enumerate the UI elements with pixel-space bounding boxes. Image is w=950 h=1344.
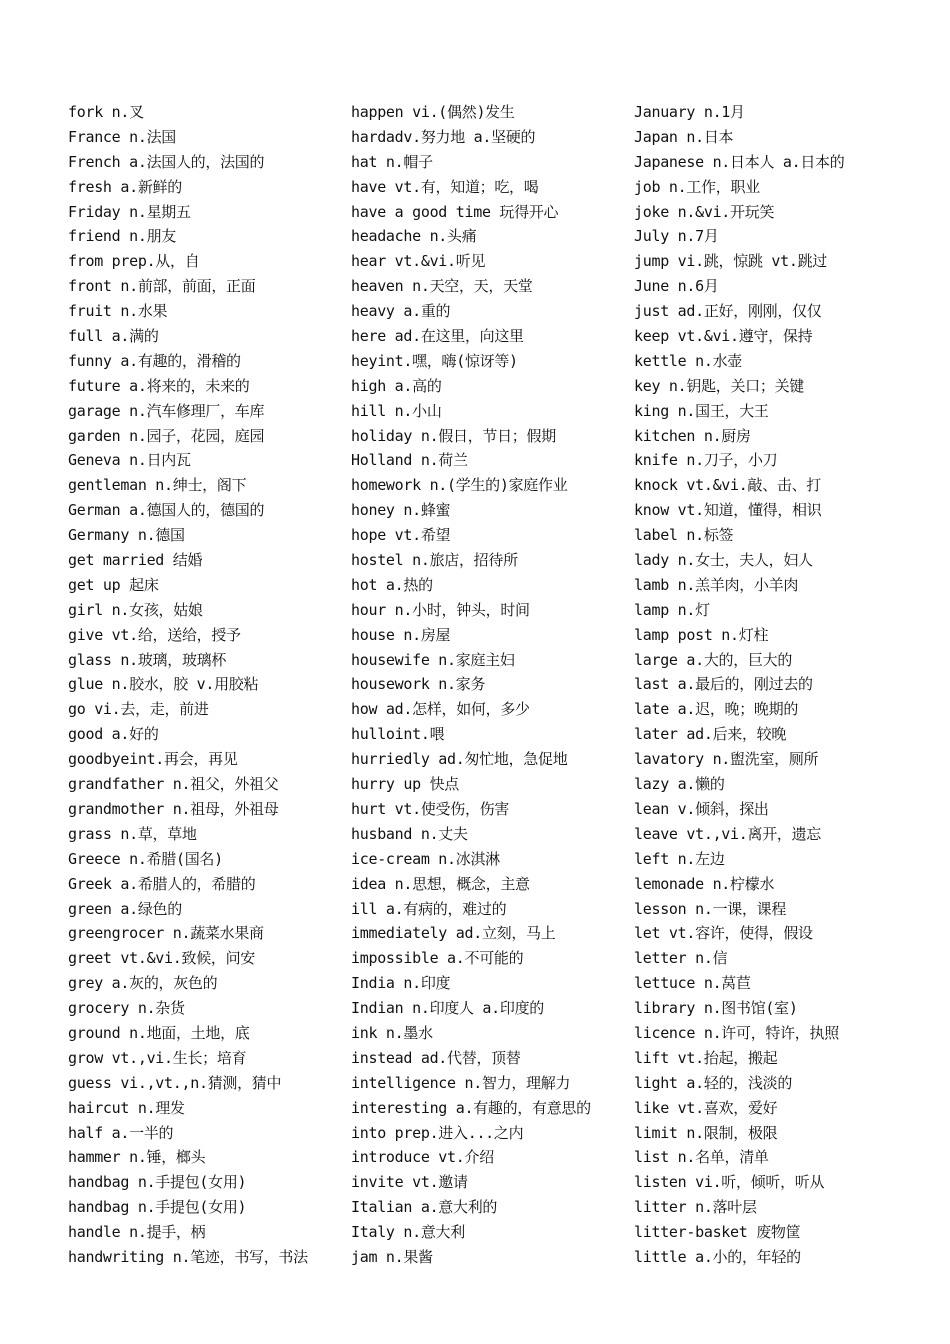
vocabulary-entry: lift vt.抬起，搬起 bbox=[634, 1048, 778, 1067]
vocabulary-entry: impossible a.不可能的 bbox=[351, 949, 524, 968]
vocabulary-entry: house n.房屋 bbox=[351, 625, 451, 644]
vocabulary-entry: go vi.去，走，前进 bbox=[68, 700, 209, 719]
vocabulary-column-1 bbox=[68, 100, 343, 1270]
vocabulary-entry: future a.将来的，未来的 bbox=[68, 376, 250, 395]
vocabulary-entry: label n.标签 bbox=[634, 526, 734, 545]
vocabulary-column-3 bbox=[634, 100, 934, 1270]
vocabulary-entry: hope vt.希望 bbox=[351, 526, 451, 545]
vocabulary-entry: leave vt.,vi.离开，遗忘 bbox=[634, 824, 822, 843]
vocabulary-entry: light a.轻的，浅淡的 bbox=[634, 1073, 793, 1092]
vocabulary-entry: hot a.热的 bbox=[351, 575, 433, 594]
vocabulary-entry: litter-basket 废物筐 bbox=[634, 1223, 801, 1242]
vocabulary-entry: ink n.墨水 bbox=[351, 1023, 433, 1042]
vocabulary-entry: headache n.头痛 bbox=[351, 227, 477, 246]
vocabulary-entry: into prep.进入...之内 bbox=[351, 1123, 524, 1142]
vocabulary-entry: licence n.许可，特许，执照 bbox=[634, 1023, 839, 1042]
vocabulary-entry: grocery n.杂货 bbox=[68, 999, 185, 1018]
vocabulary-entry: friend n.朋友 bbox=[68, 227, 176, 246]
vocabulary-entry: funny a.有趣的，滑稽的 bbox=[68, 351, 241, 370]
vocabulary-entry: hear vt.&vi.听见 bbox=[351, 252, 486, 271]
vocabulary-entry: lavatory n.盥洗室，厕所 bbox=[634, 750, 819, 769]
vocabulary-entry: good a.好的 bbox=[68, 725, 159, 744]
vocabulary-entry: hammer n.锤，榔头 bbox=[68, 1148, 206, 1167]
vocabulary-entry: greet vt.&vi.致候，问安 bbox=[68, 949, 256, 968]
vocabulary-entry: fruit n.水果 bbox=[68, 302, 168, 321]
vocabulary-entry: lesson n.一课，课程 bbox=[634, 899, 787, 918]
vocabulary-entry: green a.绿色的 bbox=[68, 899, 182, 918]
vocabulary-entry: lettuce n.莴苣 bbox=[634, 974, 751, 993]
vocabulary-entry: joke n.&vi.开玩笑 bbox=[634, 202, 775, 221]
vocabulary-entry: fresh a.新鲜的 bbox=[68, 177, 182, 196]
vocabulary-entry: ice-cream n.冰淇淋 bbox=[351, 849, 500, 868]
vocabulary-entry: high a.高的 bbox=[351, 376, 442, 395]
vocabulary-entry: lemonade n.柠檬水 bbox=[634, 874, 775, 893]
vocabulary-entry: lamb n.羔羊肉，小羊肉 bbox=[634, 575, 799, 594]
vocabulary-entry: German a.德国人的，德国的 bbox=[68, 501, 265, 520]
vocabulary-entry: limit n.限制，极限 bbox=[634, 1123, 778, 1142]
vocabulary-entry: handbag n.手提包(女用) bbox=[68, 1173, 247, 1192]
vocabulary-entry: June n.6月 bbox=[634, 277, 719, 296]
vocabulary-entry: just ad.正好，刚刚，仅仅 bbox=[634, 302, 822, 321]
vocabulary-entry: India n.印度 bbox=[351, 974, 451, 993]
vocabulary-entry: ill a.有病的，难过的 bbox=[351, 899, 507, 918]
vocabulary-entry: grey a.灰的，灰色的 bbox=[68, 974, 218, 993]
vocabulary-entry: gentleman n.绅士，阁下 bbox=[68, 476, 247, 495]
vocabulary-entry: litter n.落叶层 bbox=[634, 1198, 757, 1217]
vocabulary-entry: job n.工作，职业 bbox=[634, 177, 760, 196]
vocabulary-entry: lady n.女士，夫人，妇人 bbox=[634, 551, 813, 570]
vocabulary-entry: husband n.丈夫 bbox=[351, 824, 468, 843]
vocabulary-entry: lazy a.懒的 bbox=[634, 775, 725, 794]
vocabulary-entry: left n.左边 bbox=[634, 849, 725, 868]
vocabulary-entry: hurry up 快点 bbox=[351, 775, 459, 794]
vocabulary-entry: key n.钥匙，关口；关键 bbox=[634, 376, 804, 395]
vocabulary-entry: have vt.有，知道；吃，喝 bbox=[351, 177, 539, 196]
vocabulary-entry: hulloint.喂 bbox=[351, 725, 445, 744]
vocabulary-entry: happen vi.(偶然)发生 bbox=[351, 103, 515, 121]
vocabulary-entry: hostel n.旅店，招待所 bbox=[351, 551, 518, 570]
vocabulary-entry: king n.国王，大王 bbox=[634, 401, 769, 420]
vocabulary-entry: kettle n.水壶 bbox=[634, 351, 742, 370]
vocabulary-entry: hill n.小山 bbox=[351, 401, 442, 420]
vocabulary-entry: Indian n.印度人 a.印度的 bbox=[351, 999, 544, 1018]
vocabulary-entry: knock vt.&vi.敲、击、打 bbox=[634, 476, 822, 495]
vocabulary-entry: get married 结婚 bbox=[68, 551, 203, 570]
vocabulary-entry: January n.1月 bbox=[634, 103, 745, 121]
vocabulary-entry: invite vt.邀请 bbox=[351, 1173, 468, 1192]
vocabulary-entry: let vt.容许，使得，假设 bbox=[634, 924, 813, 943]
vocabulary-entry: housewife n.家庭主妇 bbox=[351, 650, 515, 669]
vocabulary-entry: Friday n.星期五 bbox=[68, 202, 191, 221]
vocabulary-entry: kitchen n.厨房 bbox=[634, 426, 751, 445]
vocabulary-entry: give vt.给，送给，授予 bbox=[68, 625, 241, 644]
vocabulary-entry: fork n.叉 bbox=[68, 103, 144, 121]
vocabulary-entry: Greece n.希腊(国名) bbox=[68, 849, 223, 868]
vocabulary-entry: how ad.怎样，如何，多少 bbox=[351, 700, 530, 719]
vocabulary-entry: letter n.信 bbox=[634, 949, 728, 968]
vocabulary-entry: instead ad.代替，顶替 bbox=[351, 1048, 521, 1067]
vocabulary-entry: heavy a.重的 bbox=[351, 302, 451, 321]
vocabulary-entry: heyint.嘿，嗨(惊讶等) bbox=[351, 351, 518, 370]
vocabulary-entry: intelligence n.智力，理解力 bbox=[351, 1073, 571, 1092]
vocabulary-entry: handbag n.手提包(女用) bbox=[68, 1198, 247, 1217]
vocabulary-entry: list n.名单，清单 bbox=[634, 1148, 769, 1167]
vocabulary-entry: last a.最后的，刚过去的 bbox=[634, 675, 813, 694]
vocabulary-entry: listen vi.听，倾听，听从 bbox=[634, 1173, 825, 1192]
vocabulary-entry: immediately ad.立刻，马上 bbox=[351, 924, 556, 943]
vocabulary-entry: hour n.小时，钟头，时间 bbox=[351, 600, 530, 619]
vocabulary-entry: get up 起床 bbox=[68, 575, 159, 594]
vocabulary-entry: Italy n.意大利 bbox=[351, 1223, 465, 1242]
vocabulary-entry: grass n.草，草地 bbox=[68, 824, 197, 843]
vocabulary-entry: front n.前部，前面，正面 bbox=[68, 277, 256, 296]
vocabulary-entry: glue n.胶水，胶 v.用胶粘 bbox=[68, 675, 259, 694]
vocabulary-entry: July n.7月 bbox=[634, 227, 719, 246]
vocabulary-entry: like vt.喜欢，爱好 bbox=[634, 1098, 778, 1117]
vocabulary-entry: Holland n.荷兰 bbox=[351, 451, 468, 470]
vocabulary-entry: ground n.地面，土地，底 bbox=[68, 1023, 250, 1042]
vocabulary-entry: grow vt.,vi.生长；培育 bbox=[68, 1048, 247, 1067]
vocabulary-entry: have a good time 玩得开心 bbox=[351, 202, 559, 221]
vocabulary-entry: lean v.倾斜，探出 bbox=[634, 799, 769, 818]
vocabulary-entry: knife n.刀子，小刀 bbox=[634, 451, 778, 470]
vocabulary-entry: Japanese n.日本人 a.日本的 bbox=[634, 152, 845, 171]
vocabulary-entry: grandfather n.祖父，外祖父 bbox=[68, 775, 279, 794]
vocabulary-entry: jump vi.跳，惊跳 vt.跳过 bbox=[634, 252, 827, 271]
vocabulary-entry: Geneva n.日内瓦 bbox=[68, 451, 191, 470]
vocabulary-entry: guess vi.,vt.,n.猜测，猜中 bbox=[68, 1073, 282, 1092]
vocabulary-entry: glass n.玻璃，玻璃杯 bbox=[68, 650, 227, 669]
vocabulary-entry: housework n.家务 bbox=[351, 675, 486, 694]
vocabulary-entry: here ad.在这里，向这里 bbox=[351, 327, 524, 346]
vocabulary-entry: introduce vt.介绍 bbox=[351, 1148, 494, 1167]
vocabulary-entry: hardadv.努力地 a.坚硬的 bbox=[351, 127, 536, 146]
vocabulary-entry: hurt vt.使受伤，伤害 bbox=[351, 799, 510, 818]
vocabulary-entry: library n.图书馆(室) bbox=[634, 999, 798, 1018]
vocabulary-entry: lamp post n.灯柱 bbox=[634, 625, 769, 644]
vocabulary-entry: honey n.蜂蜜 bbox=[351, 501, 451, 520]
vocabulary-column-2 bbox=[351, 100, 626, 1270]
vocabulary-entry: idea n.思想，概念，主意 bbox=[351, 874, 530, 893]
vocabulary-entry: holiday n.假日，节日；假期 bbox=[351, 426, 556, 445]
vocabulary-entry: full a.满的 bbox=[68, 327, 159, 346]
vocabulary-entry: garden n.园子，花园，庭园 bbox=[68, 426, 265, 445]
vocabulary-entry: little a.小的，年轻的 bbox=[634, 1247, 801, 1266]
vocabulary-entry: Japan n.日本 bbox=[634, 127, 734, 146]
vocabulary-entry: hat n.帽子 bbox=[351, 152, 433, 171]
vocabulary-entry: later ad.后来，较晚 bbox=[634, 725, 787, 744]
vocabulary-entry: Greek a.希腊人的，希腊的 bbox=[68, 874, 256, 893]
vocabulary-entry: France n.法国 bbox=[68, 127, 176, 146]
vocabulary-entry: interesting a.有趣的，有意思的 bbox=[351, 1098, 591, 1117]
vocabulary-entry: greengrocer n.蔬菜水果商 bbox=[68, 924, 264, 943]
vocabulary-entry: jam n.果酱 bbox=[351, 1247, 433, 1266]
vocabulary-entry: late a.迟，晚；晚期的 bbox=[634, 700, 799, 719]
vocabulary-entry: Germany n.德国 bbox=[68, 526, 185, 545]
vocabulary-entry: goodbyeint.再会，再见 bbox=[68, 750, 238, 769]
vocabulary-entry: hurriedly ad.匆忙地，急促地 bbox=[351, 750, 568, 769]
vocabulary-entry: large a.大的，巨大的 bbox=[634, 650, 793, 669]
vocabulary-entry: handle n.提手，柄 bbox=[68, 1223, 206, 1242]
vocabulary-entry: garage n.汽车修理厂，车库 bbox=[68, 401, 265, 420]
vocabulary-entry: half a.一半的 bbox=[68, 1123, 174, 1142]
vocabulary-entry: keep vt.&vi.遵守，保持 bbox=[634, 327, 813, 346]
vocabulary-entry: grandmother n.祖母，外祖母 bbox=[68, 799, 279, 818]
vocabulary-entry: Italian a.意大利的 bbox=[351, 1198, 498, 1217]
vocabulary-entry: from prep.从，自 bbox=[68, 252, 200, 271]
vocabulary-entry: heaven n.天空，天，天堂 bbox=[351, 277, 533, 296]
vocabulary-entry: homework n.(学生的)家庭作业 bbox=[351, 476, 568, 495]
vocabulary-entry: lamp n.灯 bbox=[634, 600, 710, 619]
vocabulary-entry: know vt.知道，懂得，相识 bbox=[634, 501, 822, 520]
vocabulary-entry: handwriting n.笔迹，书写，书法 bbox=[68, 1247, 308, 1266]
vocabulary-entry: girl n.女孩，姑娘 bbox=[68, 600, 203, 619]
vocabulary-entry: haircut n.理发 bbox=[68, 1098, 185, 1117]
vocabulary-entry: French a.法国人的，法国的 bbox=[68, 152, 265, 171]
